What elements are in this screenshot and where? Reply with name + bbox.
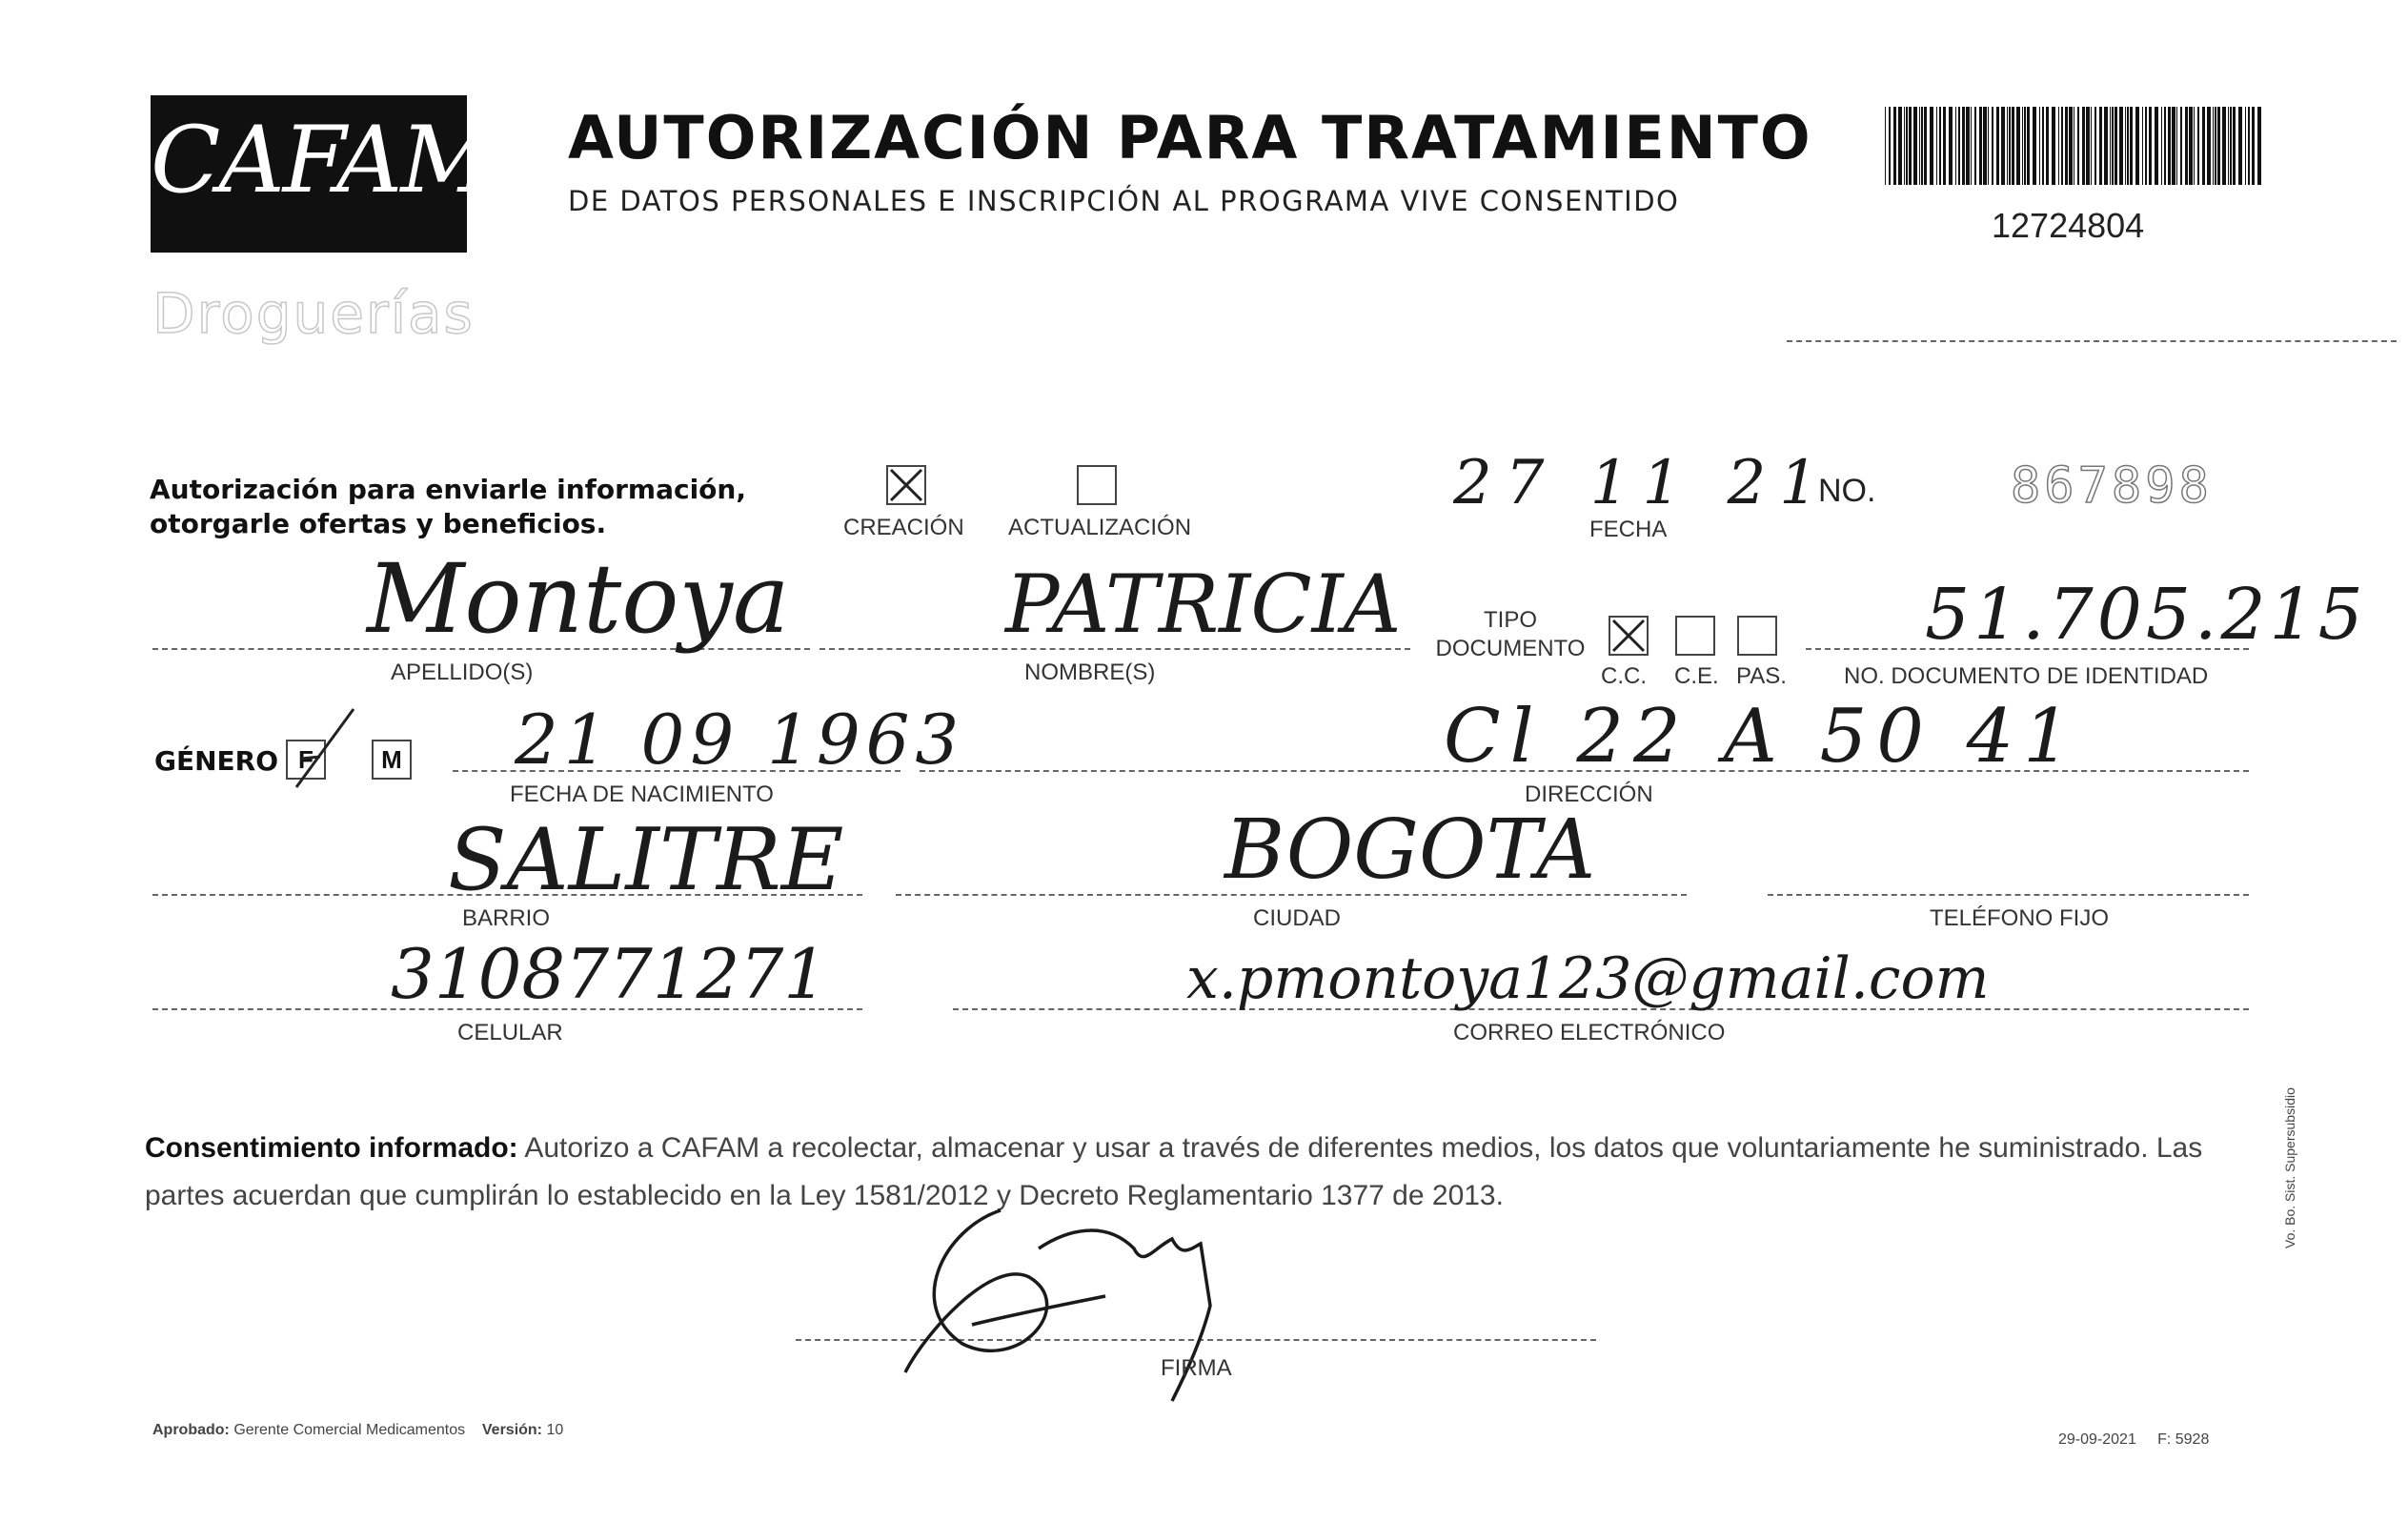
nacimiento-label: FECHA DE NACIMIENTO — [510, 781, 774, 807]
nacimiento-value[interactable]: 21 09 1963 — [515, 700, 965, 780]
barcode-bar — [1898, 107, 1902, 185]
doc-cc-label: C.C. — [1601, 663, 1647, 689]
barcode-bar — [1906, 107, 1908, 185]
barcode-bar — [2233, 107, 2236, 185]
barcode-bar — [2091, 107, 2092, 185]
doc-cc-checkbox[interactable] — [1609, 616, 1649, 656]
signature-label: FIRMA — [1161, 1355, 1232, 1381]
barcode-bar — [2172, 107, 2175, 185]
barcode-bar — [1889, 107, 1891, 185]
approved-value: Gerente Comercial Medicamentos — [233, 1422, 466, 1438]
date-label: FECHA — [1589, 517, 1668, 542]
number-label: NO. — [1818, 473, 1876, 509]
barcode-bar — [1939, 107, 1941, 185]
barcode-bar — [1913, 107, 1917, 185]
tipo-documento-label: TIPO DOCUMENTO — [1435, 607, 1586, 661]
genero-m-checkbox[interactable] — [372, 740, 412, 780]
barcode-bar — [1966, 107, 1970, 185]
barcode-bar — [2207, 107, 2211, 185]
barcode-bar — [1958, 107, 1960, 185]
documento-label: NO. DOCUMENTO DE IDENTIDAD — [1844, 663, 2209, 689]
direccion-label: DIRECCIÓN — [1525, 781, 1653, 807]
side-note: Vo. Bo. Sist. Supersubsidio — [2282, 1087, 2297, 1248]
barcode-bar — [2125, 107, 2126, 185]
genero-f-label: F — [298, 745, 314, 774]
barcode-bar — [2046, 107, 2049, 185]
barcode-bar — [2027, 107, 2030, 185]
barcode-bar — [2058, 107, 2059, 185]
direccion-value[interactable]: Cl 22 A 50 41 — [1444, 694, 2080, 780]
form-subtitle: DE DATOS PERSONALES E INSCRIPCIÓN AL PROGRAMA VIVE CONSENTIDO — [568, 185, 1680, 217]
barrio-label: BARRIO — [462, 905, 551, 931]
version-value: 10 — [546, 1422, 564, 1438]
barcode-bar — [2115, 107, 2117, 185]
update-checkbox[interactable] — [1077, 465, 1117, 505]
authorization-intro: Autorización para enviarle información, otorgarle ofertas y beneficios. — [150, 474, 746, 539]
barcode-bar — [2252, 107, 2255, 185]
ciudad-label: CIUDAD — [1253, 905, 1342, 931]
barcode-bar — [2016, 107, 2020, 185]
barcode-bar — [2039, 107, 2040, 185]
barcode-bar — [2009, 107, 2011, 185]
telefono-line — [1768, 894, 2249, 896]
barcode-bar — [2077, 107, 2079, 185]
barcode-bar — [1924, 107, 1927, 185]
barcode-bar — [1885, 107, 1886, 185]
barcode-bar — [1921, 107, 1923, 185]
barcode-bar — [1909, 107, 1912, 185]
barcode-bar — [1930, 107, 1933, 185]
barcode-bar — [1955, 107, 1956, 185]
barcode-bar — [2164, 107, 2166, 185]
barcode-bar — [2202, 107, 2205, 185]
barrio-value[interactable]: SALITRE — [448, 810, 844, 910]
barcode-bar — [1949, 107, 1953, 185]
doc-ce-label: C.E. — [1674, 663, 1719, 689]
barcode-bar — [1936, 107, 1937, 185]
checkmark-x-icon — [1610, 618, 1647, 654]
footer-code: F: 5928 — [2157, 1431, 2210, 1448]
barcode-bar — [2104, 107, 2108, 185]
creation-checkbox[interactable] — [886, 465, 926, 505]
barcode-bar — [2145, 107, 2147, 185]
logo-subtitle: Droguerías — [152, 281, 475, 346]
barcode-bar — [2001, 107, 2005, 185]
doc-pas-checkbox[interactable] — [1737, 616, 1777, 656]
barcode-bar — [2061, 107, 2063, 185]
form-title: AUTORIZACIÓN PARA TRATAMIENTO — [568, 103, 1812, 172]
barcode-bar — [2033, 107, 2036, 185]
barcode-bar — [2022, 107, 2023, 185]
barcode-bar — [2086, 107, 2090, 185]
documento-value[interactable]: 51.705.215 — [1925, 574, 2367, 656]
barcode-bar — [2007, 107, 2008, 185]
barcode-bar — [2099, 107, 2102, 185]
barcode-bar — [1919, 107, 1920, 185]
celular-label: CELULAR — [457, 1020, 563, 1045]
barcode-bar — [2228, 107, 2229, 185]
barcode-bar — [2155, 107, 2158, 185]
barcode-bar — [2127, 107, 2129, 185]
barcode-bar — [1971, 107, 1972, 185]
creation-label: CREACIÓN — [843, 515, 964, 540]
version-label: Versión: — [481, 1422, 543, 1438]
barcode-bar — [1943, 107, 1946, 185]
checkmark-x-icon — [888, 467, 924, 503]
barcode-bar — [2213, 107, 2214, 185]
barcode-bar — [2185, 107, 2188, 185]
barcode-bar — [1983, 107, 1987, 185]
barcode-bar — [2112, 107, 2114, 185]
footer-approval — [152, 1422, 563, 1439]
barcode-bar — [1992, 107, 1993, 185]
nombres-value[interactable]: PATRICIA — [1005, 558, 1402, 651]
celular-value[interactable]: 3108771271 — [391, 934, 828, 1014]
footer-date: 29-09-2021 — [2058, 1431, 2136, 1448]
barcode-bar — [2238, 107, 2242, 185]
barcode-bar — [2245, 107, 2246, 185]
barcode-bar — [2257, 107, 2261, 185]
barcode-bar — [2024, 107, 2026, 185]
barcode-bar — [2168, 107, 2171, 185]
barcode-bar — [2194, 107, 2195, 185]
slash-mark-icon — [282, 701, 368, 797]
barcode-bar — [2110, 107, 2111, 185]
barcode-bar — [2189, 107, 2193, 185]
barcode-bar — [1904, 107, 1905, 185]
barcode-bar — [2094, 107, 2096, 185]
barcode-bar — [2197, 107, 2199, 185]
barcode-bar — [1979, 107, 1982, 185]
header-rule — [1787, 340, 2397, 342]
barcode-bar — [2149, 107, 2152, 185]
genero-m-label: M — [381, 745, 402, 774]
logo: CAFAM — [151, 107, 493, 213]
barcode-bar — [1996, 107, 1999, 185]
consent-body: Autorizo a CAFAM a recolectar, almacenar y usar a través de diferentes medios, los datos que voluntariamente he suministrado. Las partes acuerdan que cumplirán lo establecido en la Ley 1581/2012 y Decreto Reglamentario 1377 de 2013. — [145, 1132, 2203, 1211]
barcode-bar — [2065, 107, 2068, 185]
correo-label: CORREO ELECTRÓNICO — [1453, 1020, 1726, 1045]
barcode-icon — [1885, 107, 2266, 185]
nombres-label: NOMBRE(S) — [1024, 660, 1156, 685]
barcode-bar — [1962, 107, 1965, 185]
barcode-bar — [1974, 107, 1976, 185]
barcode-bar — [2135, 107, 2139, 185]
update-label: ACTUALIZACIÓN — [1008, 515, 1192, 540]
barcode-bar — [2130, 107, 2133, 185]
barcode-bar — [2248, 107, 2250, 185]
correo-value[interactable]: x.pmontoya123@gmail.com — [1186, 945, 1990, 1012]
barcode-bar — [2180, 107, 2182, 185]
barcode-bar — [2161, 107, 2162, 185]
barcode-bar — [1893, 107, 1896, 185]
barcode-bar — [1988, 107, 1989, 185]
barcode-bar — [2119, 107, 2123, 185]
doc-pas-label: PAS. — [1736, 663, 1787, 689]
doc-ce-checkbox[interactable] — [1675, 616, 1715, 656]
genero-label: GÉNERO — [154, 745, 279, 777]
barcode-bar — [2012, 107, 2014, 185]
barcode-bar — [2082, 107, 2085, 185]
form-number: 867898 — [2011, 457, 2213, 515]
date-value[interactable]: 27 11 21 — [1453, 448, 1831, 518]
barcode-bar — [2142, 107, 2143, 185]
footer-meta — [2058, 1431, 2209, 1449]
approved-label: Aprobado: — [152, 1422, 230, 1438]
barcode-bar — [2176, 107, 2177, 185]
barcode-bar — [2222, 107, 2226, 185]
apellidos-label: APELLIDO(S) — [391, 660, 534, 685]
barcode-bar — [2042, 107, 2044, 185]
barcode-bar — [2052, 107, 2055, 185]
consent-lead: Consentimiento informado: — [145, 1132, 518, 1164]
barcode-bar — [2230, 107, 2232, 185]
ciudad-value[interactable]: BOGOTA — [1224, 802, 1596, 898]
barcode-bar — [2217, 107, 2220, 185]
apellidos-value[interactable]: Montoya — [367, 543, 790, 655]
barcode-bar — [2069, 107, 2073, 185]
barcode-number: 12724804 — [1992, 206, 2145, 245]
telefono-label: TELÉFONO FIJO — [1930, 905, 2110, 931]
barcode-bar — [2215, 107, 2216, 185]
